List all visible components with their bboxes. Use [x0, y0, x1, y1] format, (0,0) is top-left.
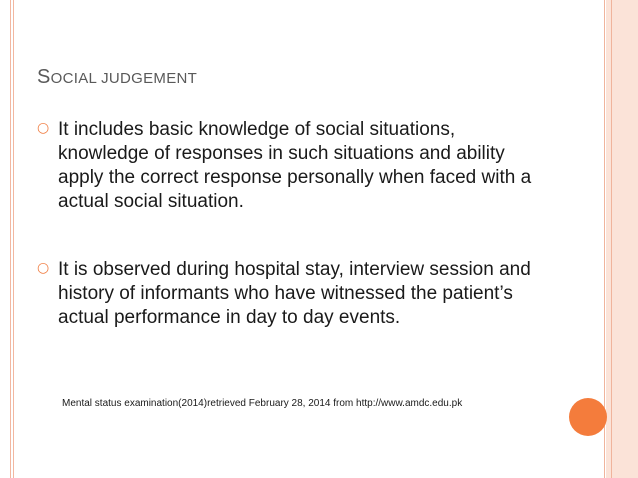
slide-title: [37, 66, 197, 89]
reference-citation: Mental status examination(2014)retrieved February 28, 2014 from http://www.amdc.edu.pk: [62, 398, 463, 409]
bullet-item: [37, 258, 547, 330]
right-decor-line: [611, 0, 612, 478]
bullet-text: It is observed during hospital stay, interview session and history of informants who have witnessed the patient’s actual performance in day to day events.: [58, 259, 531, 328]
bullet-text: It includes basic knowledge of social situations, knowledge of responses in such situations and ability apply the correct response personally when faced with a actual social situation.: [58, 119, 532, 212]
ring-bullet-icon: ○: [37, 120, 50, 136]
bullet-item: [37, 118, 547, 214]
left-decor-line: [13, 0, 14, 478]
title-initial: S: [37, 66, 51, 88]
title-rest: OCIAL JUDGEMENT: [50, 70, 198, 87]
left-decor-line: [10, 0, 11, 478]
orange-circle-decor: [569, 398, 607, 436]
ring-bullet-icon: ○: [37, 260, 50, 276]
